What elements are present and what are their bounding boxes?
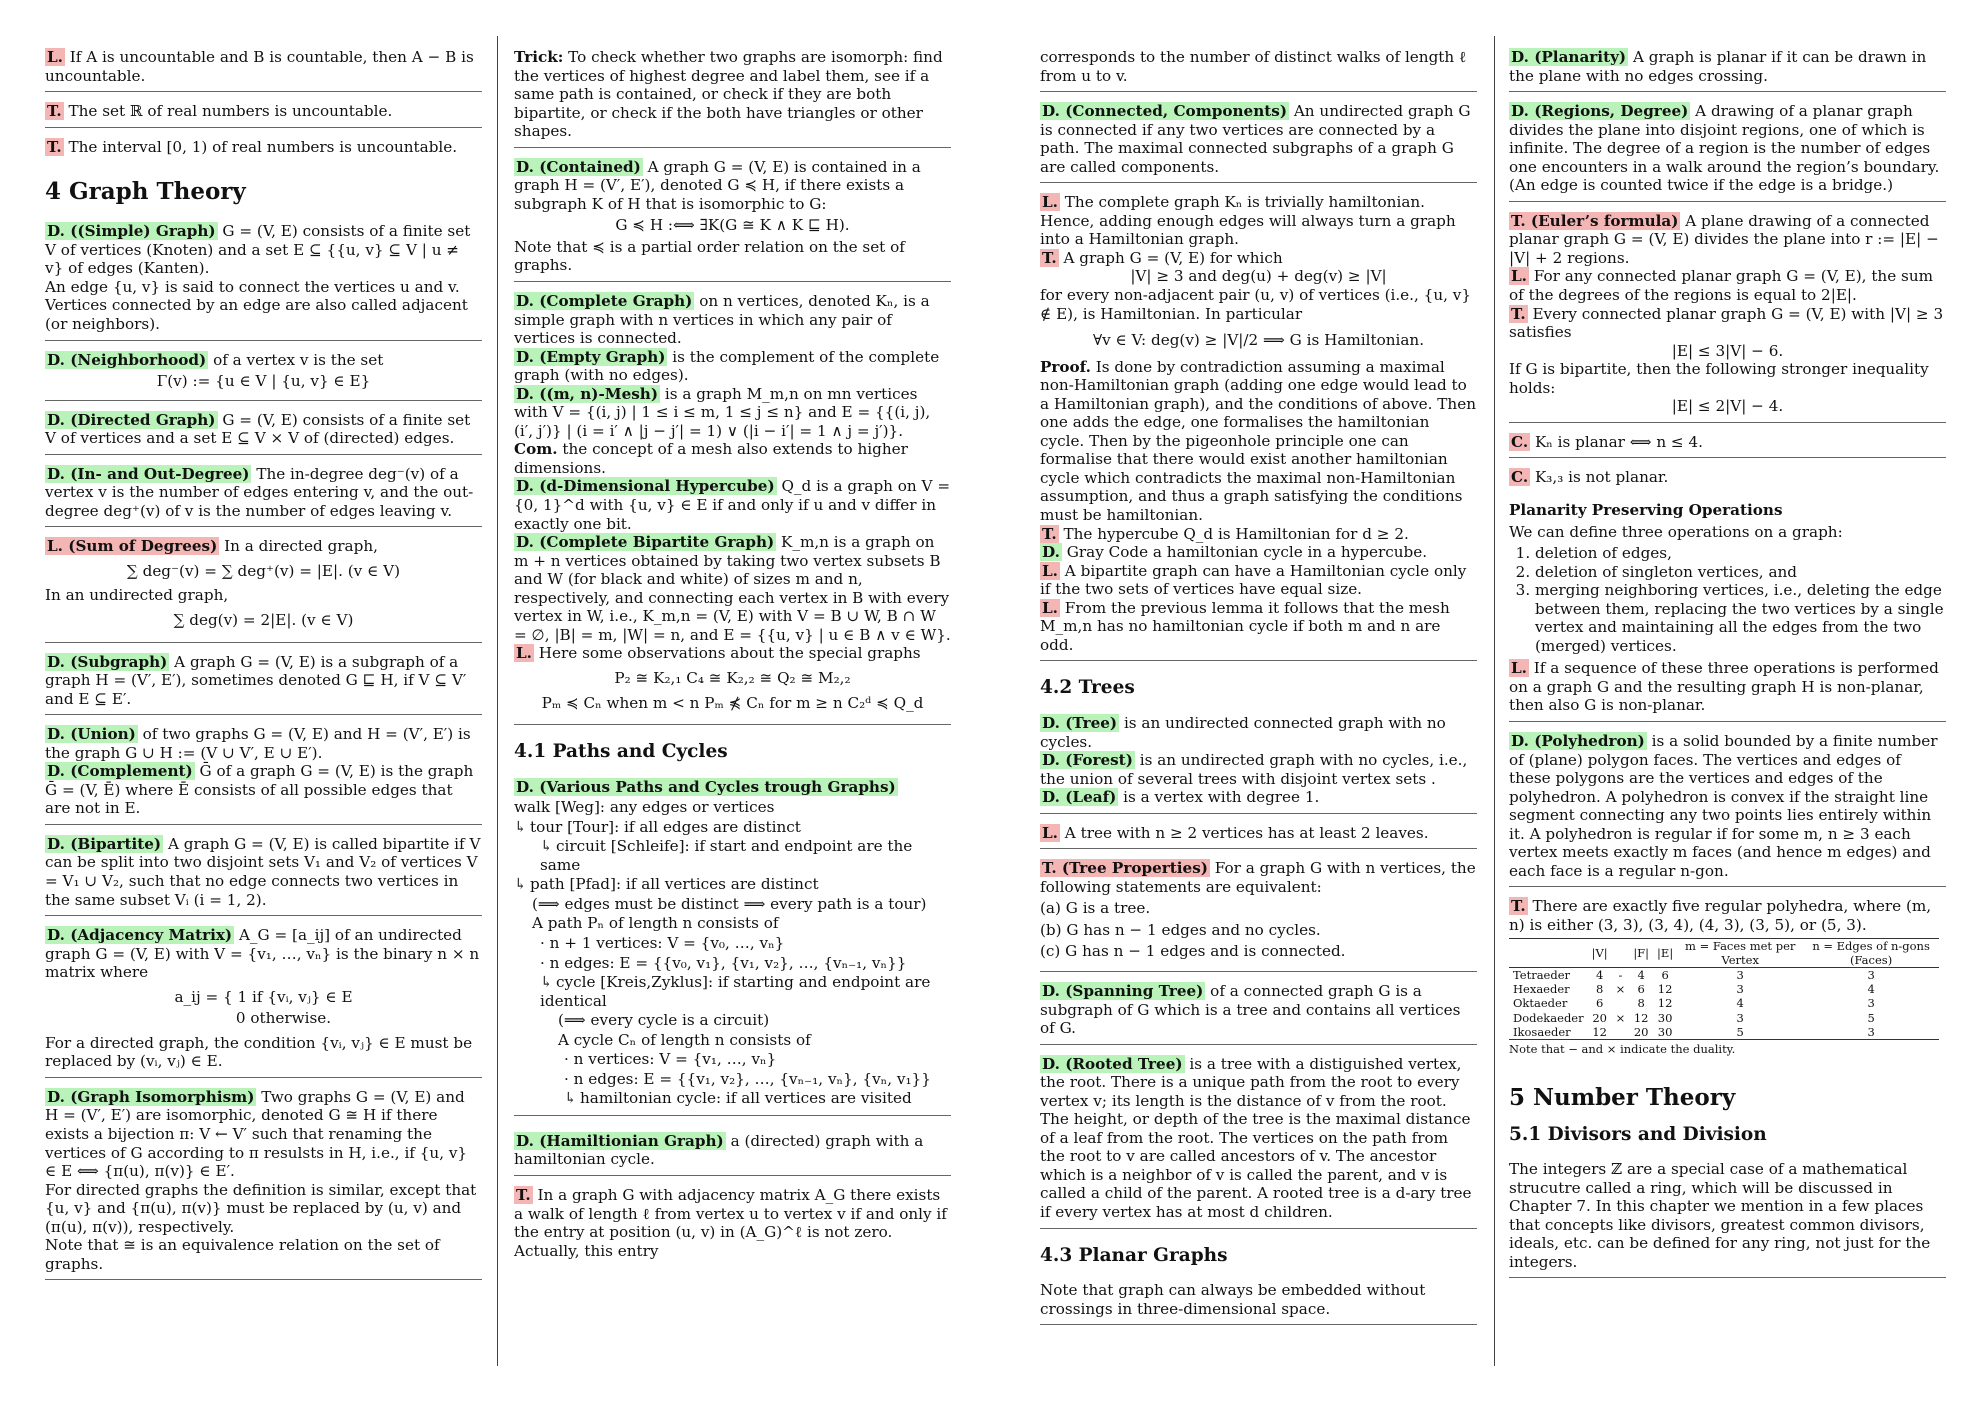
def-union-complement: D. (Union) of two graphs G = (V, E) and H = (V′, E′) is the graph G ∪ H := (V ∪ V′, E ∪ E′). D. (Complement) Ḡ of a graph G = (V, E) is the graph Ḡ = (V, Ē) where Ē consists of all possible edges that are not in E. [45,721,482,825]
theorem-interval: T. The interval [0, 1) of real numbers is uncountable. [47,137,458,156]
corollary-k33: C. K₃,₃ is not planar. [1511,468,1669,487]
column-divider [1494,36,1495,1366]
section-heading-number-theory: 5 Number Theory [1509,1083,1736,1111]
def-adjacency-matrix: D. (Adjacency Matrix) A_G = [a_ij] of an undirected graph G = (V, E) with V = {v₁, …, vₙ} is the binary n × n matrix where a_ij = { 1 if {vᵢ, vⱼ} ∈ E 0 otherwise. For a directed graph, the condition {vᵢ, vⱼ} ∈ E must be replaced by (vᵢ, vⱼ) ∈ E. [45,922,482,1078]
planar-note: Note that graph can always be embedded without crossings in three-dimensional space. [1040,1277,1477,1325]
theorem-euler: T. (Euler’s formula) A plane drawing of a connected planar graph G = (V, E) divides the plane into r := |E| − |V| + 2 regions. L. For any connected planar graph G = (V, E), the sum of the degrees of the regions is equal to 2|E|. T. Every connected planar graph G = (V, E) with |V| ≥ 3 satisfies |E| ≤ 3|V| − 6. If G is bipartite, then the following stronger inequality holds: |E| ≤ 2|V| − 4. [1509,208,1946,423]
def-rooted-tree: D. (Rooted Tree) is a tree with a distiguished vertex, the root. There is a unique path from the root to every vertex v; its length is the distance of v from the root. The height, or depth of the tree is the maximal distance of a leaf from the root. The vertices on the path from the root to v are called ancestors of v. The ancestor which is a neighbor of v is called the parent, and v is called a child of the parent. A rooted tree is a d-ary tree if every vertex has at most d children. [1040,1051,1477,1229]
lemma-sum-degrees: L. (Sum of Degrees) In a directed graph, ∑ deg⁻(v) = ∑ deg⁺(v) = |E|. (v ∈ V) In an undirected graph, ∑ deg(v) = 2|E|. (v ∈ V) [45,533,482,642]
subsection-heading-planar-graphs: 4.3 Planar Graphs [1040,1244,1228,1266]
subsection-heading-paths-cycles: 4.1 Paths and Cycles [514,741,728,763]
hook-arrow-icon: ↳ [540,837,553,856]
theorem-walks-continued: corresponds to the number of distinct walks of length ℓ from u to v. [1040,44,1477,92]
number-theory-intro: The integers ℤ are a special case of a mathematical strucutre called a ring, which will be discussed in Chapter 7. In this chapter we mention in a few places that concepts like divisors, greatest common divisors, ideals, etc. can be defined for any ring, not just for the integers. [1509,1156,1946,1278]
operations-list: 1. deletion of edges, 2. deletion of singleton vertices, and 3. merging neighboring vertices, i.e., deleting the edge between them, replacing the two vertices by a single vertex and maintaining all the edges from the two (merged) vertices. [1509,544,1946,655]
table-row: Hexaeder 8 × 6 12 3 4 [1513,982,1875,997]
table-row: Tetraeder 4 - 4 6 3 3 [1513,968,1875,983]
hook-arrow-icon: ↳ [564,1089,577,1108]
trick-isomorph: Trick: To check whether two graphs are isomorph: find the vertices of highest degree and label them, see if a same path is contained, or check if they are both bipartite, or check if the both have triangles or other shapes. [514,44,951,148]
def-regions-degree: D. (Regions, Degree) A drawing of a planar graph divides the plane into disjoint regions, one of which is infinite. The degree of a region is the number of edges one encounters in a walk around the region’s boundary. (An edge is counted twice if the edge is a bridge.) [1509,98,1946,202]
planarity-preserving-operations: Planarity Preserving Operations We can define three operations on a graph: 1. deletion of edges, 2. deletion of singleton vertices, and 3. merging neighboring vertices, i.e., deleting the edge between them, replacing the two vertices by a single vertex and maintaining all the edges from the two (merged) vertices. L. If a sequence of these three operations is performed on a graph G and the resulting graph H is non-planar, then also G is non-planar. [1509,493,1946,722]
def-planarity: D. (Planarity) A graph is planar if it can be drawn in the plane with no edges crossing. [1509,44,1946,92]
theorem-walks: T. In a graph G with adjacency matrix A_G there exists a walk of length ℓ from vertex u to vertex v if and only if the entry at position (u, v) in (A_G)^ℓ is not zero. Actually, this entry [514,1186,947,1260]
def-polyhedron: D. (Polyhedron) is a solid bounded by a finite number of (plane) polygon faces. The vertices and edges of these polygons are the vertices and edges of the polyhedron. A polyhedron is convex if the straight line segment connecting any two points lies entirely within it. A polyhedron is regular if for some m, n ≥ 3 each vertex meets exactly m faces (and hence m edges) and each face is a regular n-gon. [1509,728,1946,887]
hook-arrow-icon: ↳ [540,973,553,992]
def-contained: D. (Contained) A graph G = (V, E) is contained in a graph H = (V′, E′), denoted G ≼ H, if there exists a subgraph K of H that is isomorphic to G: G ≼ H :⟺ ∃K(G ≅ K ∧ K ⊑ H). Note that ≼ is a partial order relation on the set of graphs. [514,154,951,282]
def-hamiltonian-graph: D. (Hamiltionian Graph) a (directed) graph with a hamiltonian cycle. [514,1128,951,1176]
def-paths-cycles: D. (Various Paths and Cycles trough Graphs) walk [Weg]: any edges or vertices ↳ tour [Tour]: if all edges are distinct ↳ circuit [Schleife]: if start and endpoint are the same ↳ path [Pfad]: if all vertices are distinct (⟹ edges must be distinct ⟹ every path is a tour) A path Pₙ of length n consists of · n + 1 vertices: V = {v₀, …, vₙ} · n edges: E = {{v₀, v₁}, {v₁, v₂}, …, {vₙ₋₁, vₙ}} ↳ cycle [Kreis,Zyklus]: if starting and endpoint are identical (⟹ every cycle is a circuit) A cycle Cₙ of length n consists of · n vertices: V = {v₁, …, vₙ} · n edges: E = {{v₁, v₂}, …, {vₙ₋₁, vₙ}, {vₙ, v₁}} ↳ hamiltonian cycle: if all vertices are visited [514,774,951,1116]
def-tree-forest-leaf: D. (Tree) is an undirected connected graph with no cycles. D. (Forest) is an undirected graph with no cycles, i.e., the union of several trees with disjoint vertex sets . D. (Leaf) is a vertex with degree 1. [1040,710,1477,814]
def-directed-graph: D. (Directed Graph) G = (V, E) consists of a finite set V of vertices and a set E ⊆ V × V of (directed) edges. [45,407,482,455]
column-divider [497,36,498,1366]
table-row: Ikosaeder 12 20 30 5 3 [1509,1025,1939,1040]
def-subgraph: D. (Subgraph) A graph G = (V, E) is a subgraph of a graph H = (V′, E′), sometimes denoted G ⊑ H, if V ⊆ V′ and E ⊆ E′. [45,649,482,716]
table-note: Note that − and × indicate the duality. [1509,1041,1736,1056]
def-special-graphs: D. (Complete Graph) on n vertices, denoted Kₙ, is a simple graph with n vertices in which any pair of vertices is connected. D. (Empty Graph) is the complement of the complete graph (with no edges). D. ((m, n)-Mesh) is a graph M_m,n on mn vertices with V = {(i, j) | 1 ≤ i ≤ m, 1 ≤ j ≤ n} and E = {{(i, j), (i′, j′)} | (i = i′ ∧ |j − j′| = 1) ∨ (|i − i′| = 1 ∧ j = j′)}. Com. the concept of a mesh also extends to higher dimensions. D. (d-Dimensional Hypercube) Q_d is a graph on V = {0, 1}^d with {u, v} ∈ E if and only if u and v differ in exactly one bit. D. (Complete Bipartite Graph) K_m,n is a graph on m + n vertices obtained by taking two vertex subsets B and W (for black and white) of sizes m and n, respectively, and connecting each vertex in B with every vertex in W, i.e., K_m,n = (V, E) with V = B ∪ W, B ∩ W = ∅, |B| = m, |W| = n, and E = {{u, v} | u ∈ B ∧ v ∈ W}. L. Here some observations about the special graphs P₂ ≅ K₂,₁ C₄ ≅ K₂,₂ ≅ Q₂ ≅ M₂,₂ Pₘ ≼ Cₙ when m < n Pₘ ⋠ Cₙ for m ≥ n C₂ᵈ ≼ Q_d [514,288,951,725]
def-spanning-tree: D. (Spanning Tree) of a connected graph G is a subgraph of G which is a tree and contains all vertices of G. [1040,978,1477,1045]
lemma-uncountable: L. If A is uncountable and B is countable, then A − B is uncountable. [45,48,474,85]
def-bipartite: D. (Bipartite) A graph G = (V, E) is called bipartite if V can be split into two disjoint sets V₁ and V₂ of vertices V = V₁ ∪ V₂, such that no edge connects two vertices in the same subset Vᵢ (i = 1, 2). [45,831,482,916]
def-graph-isomorphism: D. (Graph Isomorphism) Two graphs G = (V, E) and H = (V′, E′) are isomorphic, denoted G ≅ H if there exists a bijection π: V ← V′ such that renaming the vertices of G according to π resulsts in H, i.e., if {u, v} ∈ E ⟺ {π(u), π(v)} ∈ E′. For directed graphs the definition is similar, except that {u, v} and {π(u), π(v)} must be replaced by (u, v) and (π(u), π(v)), respectively. Note that ≅ is an equivalence relation on the set of graphs. [45,1084,482,1280]
hook-arrow-icon: ↳ [514,875,527,894]
table-row: Oktaeder 6 8 12 4 3 [1513,996,1875,1011]
lemma-leaves: L. A tree with n ≥ 2 vertices has at least 2 leaves. [1040,820,1477,850]
column-2 [514,44,951,1266]
table-row: Dodekaeder 20 × 12 30 3 5 [1513,1010,1875,1025]
polyhedra-table: |V| |F| |E| m = Faces met per Vertex n = Edges of n-gons (Faces) Tetraeder 4 - 4 6 3 3 Hexaeder 8 × 6 12 3 4 Oktaeder 6 8 12 4 3 Dodekaeder 20 × 12 30 3 5 Ikosaeder 12 20 30 5 3 [1509,938,1939,1039]
subsection-heading-trees: 4.2 Trees [1040,677,1135,699]
section-heading-graph-theory: 4 Graph Theory [45,178,246,206]
hook-arrow-icon: ↳ [514,817,527,836]
def-in-out-degree: D. (In- and Out-Degree) The in-degree deg⁻(v) of a vertex v is the number of edges entering v, and the out-degree deg⁺(v) of v is the number of edges leaving v. [45,461,482,528]
column-4 [1509,44,1946,1284]
walk-line: walk [Weg]: any edges or vertices [514,798,775,817]
subsection-heading-divisors: 5.1 Divisors and Division [1509,1123,1767,1145]
theorem-reals: T. The set ℝ of real numbers is uncountable. [47,102,393,121]
column-1 [45,44,482,1286]
corollary-kn-planar: C. Kₙ is planar ⟺ n ≤ 4. [1509,429,1946,459]
def-neighborhood: D. (Neighborhood) of a vertex v is the set Γ(v) := {u ∈ V | {u, v} ∈ E} [45,347,482,401]
theorem-tree-properties: T. (Tree Properties) For a graph G with n vertices, the following statements are equivalent: (a) G is a tree. (b) G has n − 1 edges and no cycles. (c) G has n − 1 edges and is connected. [1040,855,1477,972]
hamiltonian-results: L. The complete graph Kₙ is trivially hamiltonian. Hence, adding enough edges will always turn a graph into a Hamiltonian graph. T. A graph G = (V, E) for which |V| ≥ 3 and deg(u) + deg(v) ≥ |V| for every non-adjacent pair (u, v) of vertices (i.e., {u, v} ∉ E), is Hamiltonian. In particular ∀v ∈ V: deg(v) ≥ |V|/2 ⟹ G is Hamiltonian. Proof. Is done by contradiction assuming a maximal non-Hamiltonian graph (adding one edge would lead to a Hamiltonian graph), and the conditions of above. Then one adds the edge, one formalises the hamiltonian cycle. Then by the pigeonhole principle one can formalise that there would exist another hamiltonian cycle which contradicts the maximal non-Hamiltonian assumption, and thus a graph satisfying the conditions must be hamiltonian. T. The hypercube Q_d is Hamiltonian for d ≥ 2. D. Gray Code a hamiltonian cycle in a hypercube. L. A bipartite graph can have a Hamiltonian cycle only if the two sets of vertices have equal size. L. From the previous lemma it follows that the mesh M_m,n has no hamiltonian cycle if both m and n are odd. [1040,189,1477,661]
column-3 [1040,44,1477,1331]
def-connected-components: D. (Connected, Components) An undirected graph G is connected if any two vertices are connected by a path. The maximal connected subgraphs of a graph G are called components. [1040,98,1477,183]
theorem-regular-polyhedra: T. There are exactly five regular polyhedra, where (m, n) is either (3, 3), (3, 4), (4, 3), (3, 5), or (5, 3). |V| |F| |E| m = Faces met per Vertex n = Edges of n-gons (Faces) Tetraeder 4 - 4 6 3 3 Hexaeder 8 × 6 12 3 4 Oktaeder 6 8 12 4 3 Dodekaeder 20 × 12 30 3 5 Ikosaeder 12 20 30 5 3 Note that − and × indicate the duality. [1509,893,1946,1061]
def-simple-graph: D. ((Simple) Graph) G = (V, E) consists of a finite set V of vertices (Knoten) and a set E ⊆ {{u, v} ⊆ V | u ≠ v} of edges (Kanten). An edge {u, v} is said to connect the vertices u and v. Vertices connected by an edge are also called adjacent (or neighbors). [45,218,482,340]
